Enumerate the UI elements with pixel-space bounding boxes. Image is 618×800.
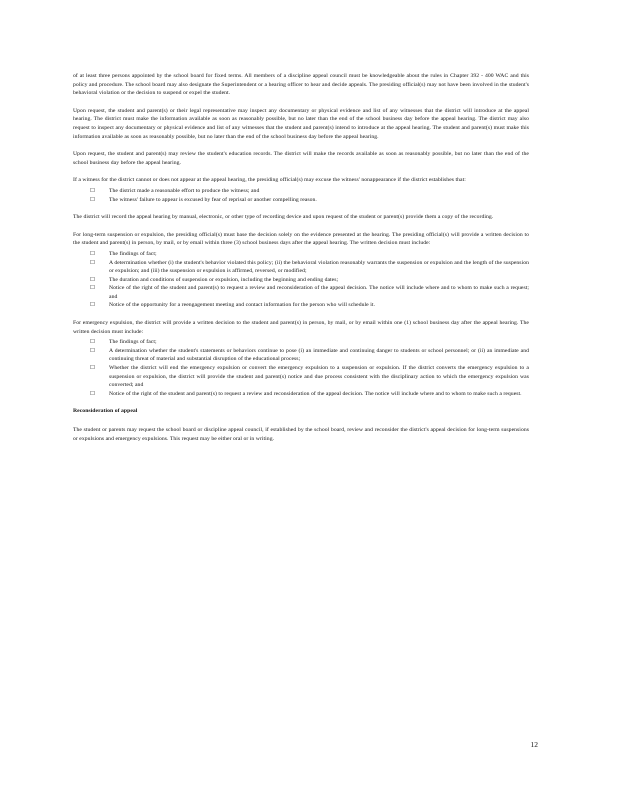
page-number: 12	[530, 740, 538, 749]
checkbox-bullet-icon: ☐	[90, 302, 96, 309]
list-item: ☐ Notice of the opportunity for a reengagement meeting and contact information for the person who will schedule it.	[90, 302, 375, 309]
long-term-decision-list	[73, 250, 529, 310]
checkbox-bullet-icon: ☐	[90, 250, 96, 257]
paragraph-education-records: Upon request, the student and parent(s) may review the student's education records. The district will make the records available as soon as reasonably possible, but no later than the end of the school business day before the appeal hearing.	[73, 151, 529, 166]
paragraph-long-term-decision: For long-term suspension or expulsion, the presiding official(s) must base the decision solely on the evidence presented at the hearing. The presiding official(s) will provide a written decision to the student and parent(s) in person, by mail, or by email within three (3) school business days after the appeal hearing. The written decision must include:	[73, 231, 529, 247]
list-item: ☐ A determination whether the student's statements or behaviors continue to pose (i) an immediate and continuing danger to students or school personnel; or (ii) an immediate and continuing threat of material and substantial disruption of the educational process;	[90, 347, 529, 363]
paragraph-appeal-council: of at least three persons appointed by the school board for fixed terms. All members of a discipline appeal council must be knowledgeable about the rules in Chapter 392 - 400 WAC and this policy and procedure. The school board may also designate the Superintendent or a hearing officer to hear and decide appeals. The presiding official(s) may not have been involved in the student's behavioral violation or the decision to suspend or expel the student.	[73, 73, 529, 97]
list-item: ☐ The duration and conditions of suspension or expulsion, including the beginning and ending dates;	[90, 276, 339, 283]
checkbox-bullet-icon: ☐	[90, 259, 96, 266]
checkbox-bullet-icon: ☐	[90, 196, 96, 203]
list-item: ☐ Notice of the right of the student and parent(s) to request a review and reconsideration of the appeal decision. The notice will include where and to whom to make such a request.	[90, 390, 522, 397]
section-heading-reconsideration: Reconsideration of appeal	[73, 408, 138, 415]
witness-conditions-list	[73, 187, 529, 204]
list-item: ☐ A determination whether (i) the student's behavior violated this policy; (ii) the behavioral violation reasonably warrants the suspension or expulsion and the length of the suspension or expulsion; and (iii) the suspension or expulsion is affirmed, reversed, or modified;	[90, 259, 529, 275]
checkbox-bullet-icon: ☐	[90, 365, 96, 372]
emergency-decision-list	[73, 338, 529, 398]
checkbox-bullet-icon: ☐	[90, 390, 96, 397]
paragraph-reconsideration: The student or parents may request the school board or discipline appeal council, if established by the school board, review and reconsider the district's appeal decision for long-term suspensions or expulsions and emergency expulsions. This request may be either oral or in writing.	[73, 427, 529, 442]
list-item: ☐ The findings of fact;	[90, 250, 157, 257]
checkbox-bullet-icon: ☐	[90, 187, 96, 194]
checkbox-bullet-icon: ☐	[90, 276, 96, 283]
list-item: ☐ The district made a reasonable effort to produce the witness; and	[90, 187, 260, 194]
paragraph-evidence-inspection: Upon request, the student and parent(s) or their legal representative may inspect any documentary or physical evidence and list of any witnesses that the district will introduce at the appeal hearing. The district must make the information available as soon as reasonably possible, but no later than the end of the school business day before the appeal hearing. The district may also request to inspect any documentary or physical evidence and list of any witnesses that the student and parent(s) intend to introduce at the appeal hearing. The student and parent(s) must make this information available as soon as reasonably possible, but no later than the end of the school business day before the appeal hearing.	[73, 107, 529, 140]
paragraph-recording: The district will record the appeal hearing by manual, electronic, or other type of recording device and upon request of the student or parent(s) provide them a copy of the recording.	[73, 214, 494, 221]
list-item: ☐ The witness' failure to appear is excused by fear of reprisal or another compelling reason.	[90, 196, 317, 203]
list-item: ☐ Notice of the right of the student and parent(s) to request a review and reconsideration of the appeal decision. The notice will include where and to whom to make such a request; and	[90, 285, 529, 300]
checkbox-bullet-icon: ☐	[90, 347, 96, 354]
checkbox-bullet-icon: ☐	[90, 339, 96, 346]
paragraph-witness-intro: If a witness for the district cannot or does not appear at the appeal hearing, the presiding official(s) may excuse the witness' nonappearance if the district establishes that:	[73, 177, 466, 184]
checkbox-bullet-icon: ☐	[90, 285, 96, 292]
paragraph-emergency-decision: For emergency expulsion, the district will provide a written decision to the student and parent(s) in person, by mail, or by email within one (1) school business day after the appeal hearing. The written decision must include:	[73, 320, 529, 335]
list-item: ☐ Whether the district will end the emergency expulsion or convert the emergency expulsion to a suspension or expulsion. If the district converts the emergency expulsion to a suspension or expulsion, the district will provide the student and parent(s) notice and due process consistent with the disciplinary action to which the emergency expulsion was converted; and	[90, 365, 529, 389]
list-item: ☐ The findings of fact;	[90, 339, 157, 346]
document-body	[73, 72, 529, 452]
